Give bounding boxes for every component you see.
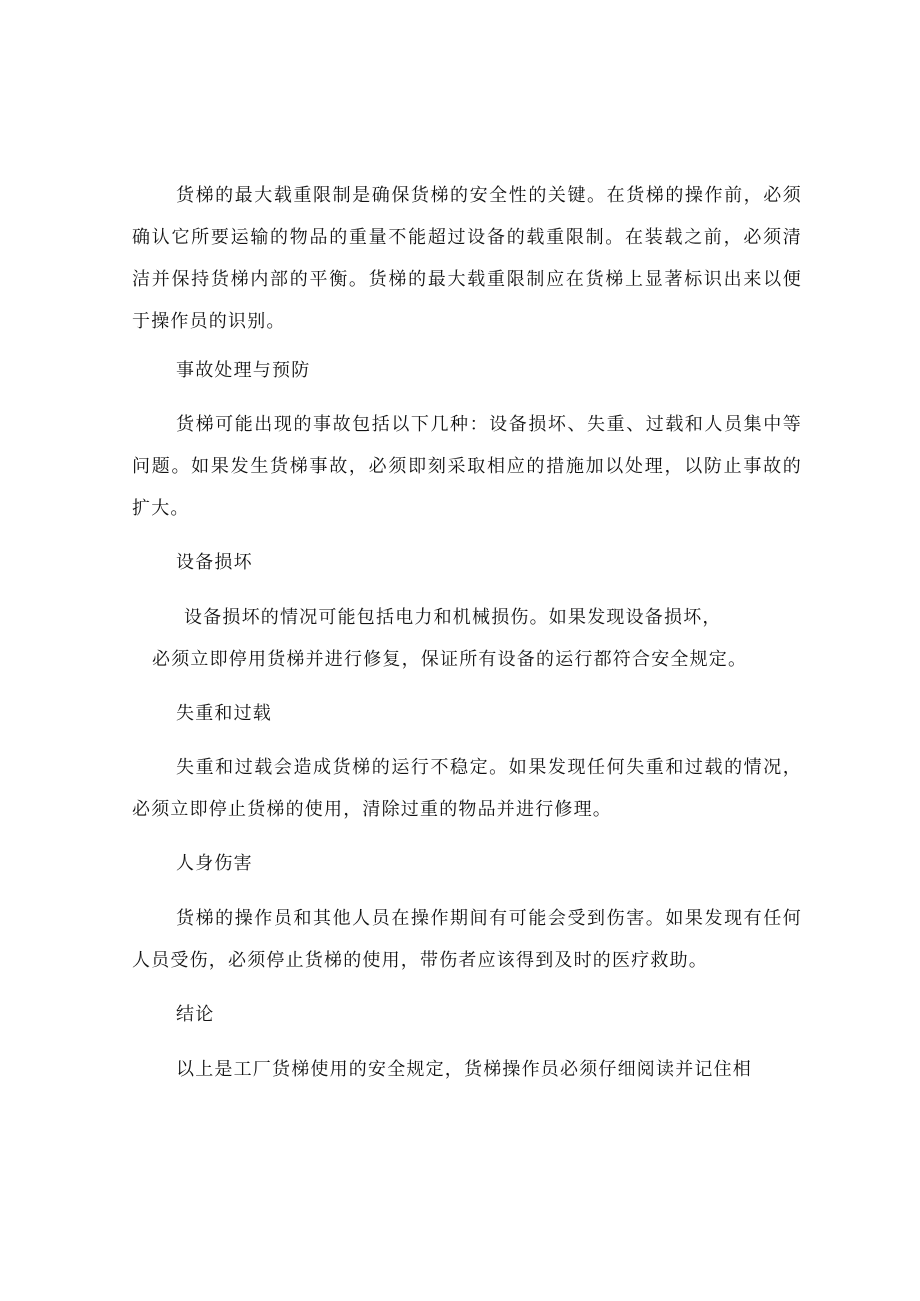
paragraph-accidents: 货梯可能出现的事故包括以下几种：设备损坏、失重、过载和人员集中等问题。如果发生货梯事故，必须即刻采取相应的措施加以处理，以防止事故的扩大。 — [132, 414, 802, 519]
paragraph-personal-injury: 货梯的操作员和其他人员在操作期间有可能会受到伤害。如果发现有任何人员受伤，必须停止货梯的使用，带伤者应该得到及时的医疗救助。 — [132, 908, 802, 971]
heading-accident-handling: 事故处理与预防 — [176, 360, 311, 381]
paragraph-load-limit: 货梯的最大载重限制是确保货梯的安全性的关键。在货梯的操作前，必须确认它所要运输的物品的重量不能超过设备的载重限制。在装载之前，必须清洁并保持货梯内部的平衡。货梯的最大载重限制应在货梯上显著标识出来以便于操作员的识别。 — [132, 185, 802, 332]
heading-weightless-overload: 失重和过载 — [176, 703, 272, 724]
heading-conclusion: 结论 — [176, 1004, 215, 1025]
heading-equipment-damage: 设备损坏 — [176, 552, 253, 573]
heading-personal-injury: 人身伤害 — [176, 853, 253, 874]
paragraph-conclusion: 以上是工厂货梯使用的安全规定，货梯操作员必须仔细阅读并记住相 — [176, 1059, 752, 1080]
paragraph-weightless-overload: 失重和过载会造成货梯的运行不稳定。如果发现任何失重和过载的情况，必须立即停止货梯的使用，清除过重的物品并进行修理。 — [132, 757, 802, 820]
paragraph-equipment-damage-line-1: 设备损坏的情况可能包括电力和机械损伤。如果发现设备损坏， — [184, 607, 722, 628]
paragraph-equipment-damage-line-2: 必须立即停用货梯并进行修复，保证所有设备的运行都符合安全规定。 — [152, 649, 748, 670]
